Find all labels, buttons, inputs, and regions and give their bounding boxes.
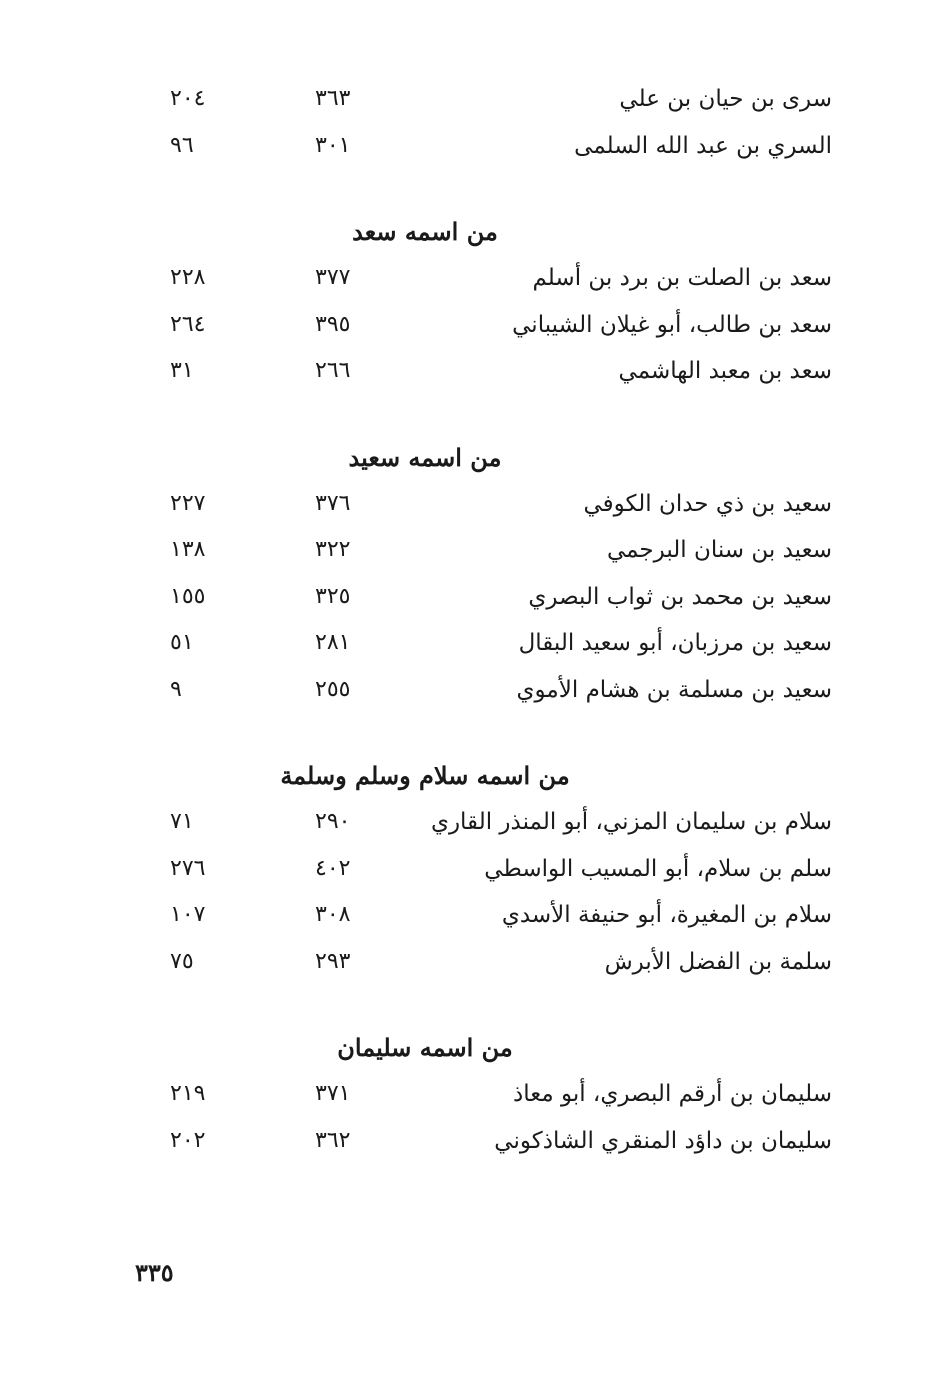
entry-number-first: ٢٨١ — [315, 630, 351, 655]
entry-name: سعد بن الصلت بن برد بن أسلم — [532, 265, 832, 291]
entry-number-second: ٥١ — [170, 630, 194, 655]
index-row — [150, 255, 840, 302]
entry-number-first: ٣٢٥ — [315, 583, 351, 609]
section-heading-text: من اسمه سلام وسلم وسلمة — [280, 761, 570, 790]
entry-name: سعيد بن محمد بن ثواب البصري — [528, 583, 832, 610]
index-row — [150, 348, 840, 395]
entry-number-second: ٧٥ — [170, 948, 194, 974]
entry-name: سعيد بن مسلمة بن هشام الأموي — [516, 676, 832, 703]
entry-number-first: ٣٠٨ — [315, 902, 351, 927]
section-heading — [150, 1025, 840, 1071]
index-row — [150, 1118, 840, 1165]
index-row — [150, 620, 840, 667]
entry-number-first: ٢٥٥ — [315, 676, 351, 702]
entry-number-second: ٢٦٤ — [170, 311, 206, 337]
entry-name: سعد بن معبد الهاشمي — [618, 358, 832, 384]
index-row — [150, 939, 840, 986]
index-row — [150, 799, 840, 846]
entry-number-first: ٢٩٣ — [315, 948, 351, 974]
entry-name: سعيد بن مرزبان، أبو سعيد البقال — [518, 630, 832, 656]
entry-number-second: ١٣٨ — [170, 537, 206, 562]
entry-name: سعيد بن ذي حدان الكوفي — [583, 490, 832, 517]
entry-number-second: ١٥٥ — [170, 583, 206, 609]
entry-number-second: ٢٢٨ — [170, 265, 206, 290]
entry-number-second: ٢٠٤ — [170, 86, 206, 111]
section-heading — [150, 209, 840, 255]
entry-number-first: ٣٧٧ — [315, 265, 351, 290]
entry-number-first: ٣٧١ — [315, 1081, 351, 1106]
entry-name: السري بن عبد الله السلمى — [574, 132, 832, 159]
entry-number-second: ٩٦ — [170, 132, 194, 158]
entry-number-second: ٢٠٢ — [170, 1127, 206, 1153]
entry-number-first: ٢٩٠ — [315, 809, 351, 834]
index-row — [150, 667, 840, 714]
entry-number-second: ٢٢٧ — [170, 490, 206, 516]
entry-number-second: ٧١ — [170, 809, 194, 834]
entry-name: سليمان بن أرقم البصري، أبو معاذ — [512, 1081, 832, 1107]
entry-number-first: ٢٦٦ — [315, 358, 351, 383]
section-heading-text: من اسمه سعد — [352, 217, 498, 246]
entry-number-first: ٣٦٢ — [315, 1127, 351, 1153]
index-row — [150, 302, 840, 349]
entry-number-second: ٣١ — [170, 358, 194, 383]
entry-number-second: ٩ — [170, 676, 182, 702]
entry-number-first: ٤٠٢ — [315, 855, 351, 881]
entry-name: سلام بن سليمان المزني، أبو المنذر القاري — [430, 809, 832, 835]
entry-number-second: ١٠٧ — [170, 902, 206, 927]
index-row — [150, 846, 840, 893]
index-section — [150, 76, 840, 169]
entry-number-first: ٣٦٣ — [315, 86, 351, 111]
entry-number-first: ٣٠١ — [315, 132, 351, 158]
section-heading — [150, 753, 840, 799]
index-row — [150, 892, 840, 939]
index-section — [150, 435, 840, 714]
entry-name: سعيد بن سنان البرجمي — [606, 537, 832, 563]
entry-number-second: ٢١٩ — [170, 1081, 206, 1106]
section-heading-text: من اسمه سليمان — [337, 1033, 513, 1062]
entry-name: سرى بن حيان بن علي — [619, 86, 832, 112]
index-section — [150, 1025, 840, 1164]
index-row — [150, 527, 840, 574]
entry-number-second: ٢٧٦ — [170, 855, 206, 881]
index-row — [150, 123, 840, 170]
entry-number-first: ٣٧٦ — [315, 490, 351, 516]
entry-name: سلم بن سلام، أبو المسيب الواسطي — [484, 855, 832, 882]
entry-name: سلمة بن الفضل الأبرش — [604, 948, 832, 975]
section-heading — [150, 435, 840, 481]
index-section — [150, 209, 840, 395]
page-number: ٣٣٥ — [135, 1258, 174, 1287]
entry-name: سلام بن المغيرة، أبو حنيفة الأسدي — [501, 902, 832, 928]
entry-name: سعد بن طالب، أبو غيلان الشيباني — [512, 311, 832, 338]
index-row — [150, 76, 840, 123]
entry-number-first: ٣٩٥ — [315, 311, 351, 337]
index-row — [150, 574, 840, 621]
entry-name: سليمان بن داؤد المنقري الشاذكوني — [494, 1127, 832, 1154]
index-row — [150, 481, 840, 528]
entry-number-first: ٣٢٢ — [315, 537, 351, 562]
index-row — [150, 1071, 840, 1118]
index-section — [150, 753, 840, 985]
section-heading-text: من اسمه سعيد — [348, 442, 502, 472]
index-entries — [150, 76, 840, 1164]
